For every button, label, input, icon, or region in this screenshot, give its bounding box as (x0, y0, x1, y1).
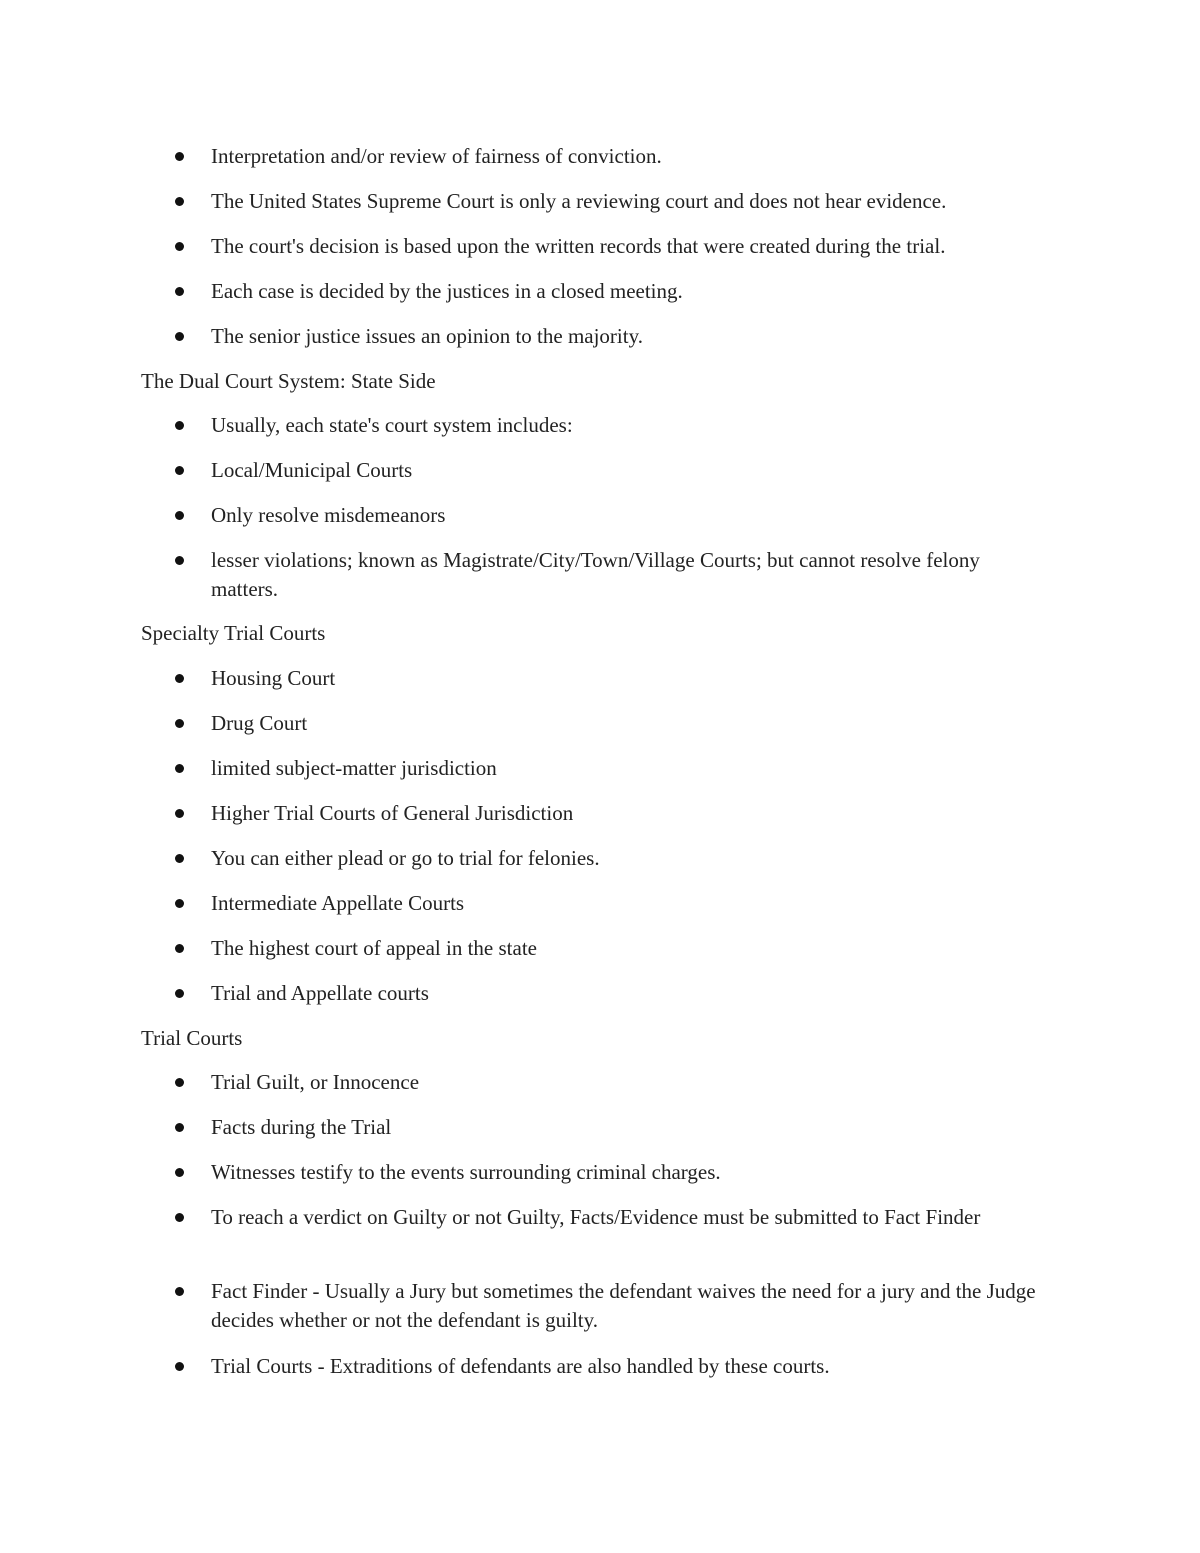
bullet-icon (175, 764, 184, 773)
list-item-text: Usually, each state's court system includes: (211, 413, 573, 437)
bullet-icon (175, 809, 184, 818)
list-item-text: limited subject-matter jurisdiction (211, 756, 497, 780)
list-item-text: The United States Supreme Court is only a reviewing court and does not hear evidence. (211, 189, 947, 213)
list-item-text: Fact Finder - Usually a Jury but sometimes the defendant waives the need for a jury and the Judge decides whether or not the defendant is guilty. (211, 1279, 1036, 1332)
bullet-icon (175, 1123, 184, 1132)
bullet-icon (175, 674, 184, 683)
bullet-icon (175, 1168, 184, 1177)
bullet-icon (175, 466, 184, 475)
bullet-icon (175, 421, 184, 430)
bullet-icon (175, 197, 184, 206)
bullet-icon (175, 152, 184, 161)
bullet-icon (175, 242, 184, 251)
list-item-text: Witnesses testify to the events surrounding criminal charges. (211, 1160, 721, 1184)
list-item-text: The court's decision is based upon the written records that were created during the trial. (211, 234, 946, 258)
bullet-icon (175, 899, 184, 908)
bullet-icon (175, 1287, 184, 1296)
list-item-text: Each case is decided by the justices in a closed meeting. (211, 279, 683, 303)
section-heading: Trial Courts (141, 1026, 243, 1050)
bullet-icon (175, 287, 184, 296)
list-item-text: Higher Trial Courts of General Jurisdiction (211, 801, 574, 825)
list-item-text: Interpretation and/or review of fairness of conviction. (211, 144, 662, 168)
list-item-text: Only resolve misdemeanors (211, 503, 446, 527)
list-item-text: Facts during the Trial (211, 1115, 392, 1139)
bullet-icon (175, 1078, 184, 1087)
list-item-text: Housing Court (211, 666, 336, 690)
list-item-text: To reach a verdict on Guilty or not Guilty, Facts/Evidence must be submitted to Fact Finder (211, 1205, 981, 1229)
list-item-text: Intermediate Appellate Courts (211, 891, 465, 915)
section-heading: Specialty Trial Courts (141, 621, 326, 645)
list-item-text: Trial Guilt, or Innocence (211, 1070, 420, 1094)
list-item-text: Trial Courts - Extraditions of defendants are also handled by these courts. (211, 1354, 830, 1378)
list-item-text: Local/Municipal Courts (211, 458, 413, 482)
bullet-icon (175, 1213, 184, 1222)
bullet-icon (175, 556, 184, 565)
list-item-text: The highest court of appeal in the state (211, 936, 537, 960)
list-item-text: You can either plead or go to trial for felonies. (211, 846, 600, 870)
bullet-icon (175, 854, 184, 863)
list-item-text: The senior justice issues an opinion to the majority. (211, 324, 643, 348)
bullet-icon (175, 511, 184, 520)
bullet-icon (175, 1362, 184, 1371)
list-item-text: lesser violations; known as Magistrate/City/Town/Village Courts; but cannot resolve felony matters. (211, 548, 980, 601)
list-item-text: Trial and Appellate courts (211, 981, 429, 1005)
list-item-text: Drug Court (211, 711, 308, 735)
section-heading: The Dual Court System: State Side (141, 369, 436, 393)
bullet-icon (175, 989, 184, 998)
bullet-icon (175, 332, 184, 341)
bullet-icon (175, 719, 184, 728)
bullet-icon (175, 944, 184, 953)
